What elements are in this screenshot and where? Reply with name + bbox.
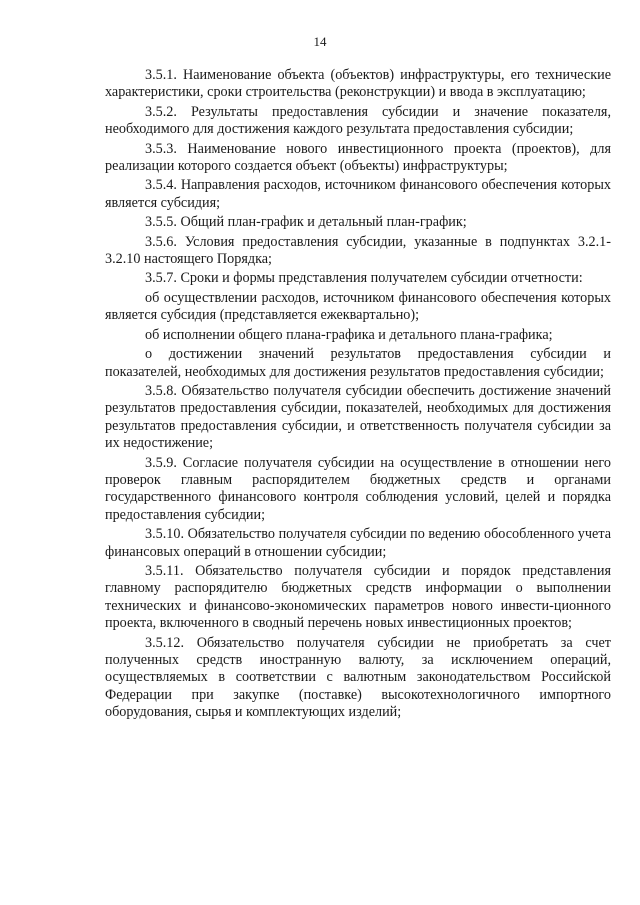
paragraph-3-5-6: 3.5.6. Условия предоставления субсидии, указанные в подпунктах 3.2.1-3.2.10 настоящего Порядка;	[105, 233, 611, 268]
paragraph-3-5-9: 3.5.9. Согласие получателя субсидии на осуществление в отношении него проверок главным распорядителем бюджетных средств и органами государственного финансового контроля соблюдения условий, целей и порядка предоставления субсидии;	[105, 454, 611, 523]
paragraph-3-5-11: 3.5.11. Обязательство получателя субсидии и порядок представления главному распорядителю бюджетных средств информации о выполнении технических и финансово-экономических параметров нового инвести-ционного проекта, включенного в сводный перечень новых инвестиционных проектов;	[105, 562, 611, 632]
paragraph-3-5-5: 3.5.5. Общий план-график и детальный план-график;	[145, 214, 467, 231]
paragraph-3-5-12: 3.5.12. Обязательство получателя субсидии не приобретать за счет полученных средств иностранную валюту, за исключением операций, осуществляемых в соответствии с валютным законодательством Российской Федерации при закупке (поставке) высокотехнологичного импортного оборудования, сырья и комплектующих изделий;	[105, 634, 611, 721]
page-number: 14	[313, 34, 327, 49]
report-item-results: о достижении значений результатов предоставления субсидии и показателей, необходимых для достижения результатов предоставления субсидии;	[105, 346, 611, 380]
report-item-schedule: об исполнении общего плана-графика и детального плана-графика;	[145, 326, 553, 343]
report-item-expenses: об осуществлении расходов, источником финансового обеспечения которых является субсидия (представляется ежеквартально);	[105, 289, 611, 324]
paragraph-3-5-10: 3.5.10. Обязательство получателя субсидии по ведению обособленного учета финансовых операций в отношении субсидии;	[105, 526, 611, 560]
document-body	[105, 67, 611, 724]
paragraph-3-5-4: 3.5.4. Направления расходов, источником финансового обеспечения которых является субсидия;	[105, 177, 611, 211]
paragraph-3-5-3: 3.5.3. Наименование нового инвестиционного проекта (проектов), для реализации которого создается объект (объекты) инфраструктуры;	[105, 140, 611, 175]
paragraph-3-5-2: 3.5.2. Результаты предоставления субсидии и значение показателя, необходимого для достижения каждого результата предоставления субсидии;	[105, 103, 611, 138]
paragraph-3-5-7: 3.5.7. Сроки и формы представления получателем субсидии отчетности:	[145, 270, 583, 287]
paragraph-3-5-8: 3.5.8. Обязательство получателя субсидии обеспечить достижение значений результатов предоставления субсидии, показателей, необходимых для достижения результатов предоставления субсидии, и ответственность получателя субсидии за их недостижение;	[105, 382, 611, 452]
paragraph-3-5-1: 3.5.1. Наименование объекта (объектов) инфраструктуры, его технические характеристики, сроки строительства (реконструкции) и ввода в эксплуатацию;	[105, 67, 611, 101]
